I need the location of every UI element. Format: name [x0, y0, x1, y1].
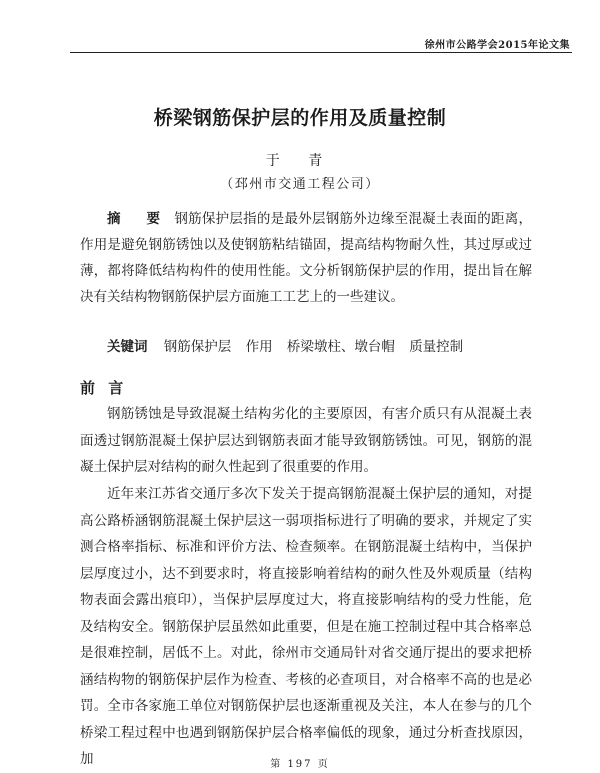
keyword-item: 钢筋保护层 [163, 339, 232, 355]
keyword-item: 作用 [245, 339, 273, 355]
body-paragraph: 近年来江苏省交通厅多次下发关于提高钢筋混凝土保护层的通知，对提高公路桥涵钢筋混凝土保护层这一弱项指标进行了明确的要求，并规定了实测合格率指标、标准和评价方法、检查频率。在钢筋混凝土结构中，当保护层厚度过小，达不到要求时，将直接影响着结构的耐久性及外观质量（结构物表面会露出痕印），当保护层厚度过大，将直接影响结构的受力性能，危及结构安全。钢筋保护层虽然如此重要，但是在施工控制过程中其合格率总是很难控制，居低不上。对此，徐州市交通局针对省交通厅提出的要求把桥涵结构物的钢筋保护层作为检查、考核的必查项目，对合格率不高的也是必罚。全市各家施工单位对钢筋保护层也逐渐重视及关注，本人在参与的几个桥梁工程过程中也遇到钢筋保护层合格率偏低的现象，通过分析查找原因，加 [80, 486, 532, 767]
paper-title: 桥梁钢筋保护层的作用及质量控制 [153, 107, 447, 129]
header-rule [70, 52, 572, 53]
keyword-item: 质量控制 [409, 339, 464, 355]
abstract [80, 206, 532, 310]
author-affiliation: （邳州市交通工程公司） [220, 177, 380, 192]
abstract-text: 钢筋保护层指的是最外层钢筋外边缘至混凝土表面的距离，作用是避免钢筋锈蚀以及使钢筋粘结锚固，提高结构物耐久性，其过厚或过薄，都将降低结构构件的使用性能。文分析钢筋保护层的作用，提出旨在解决有关结构物钢筋保护层方面施工工艺上的一些建议。 [80, 211, 533, 305]
running-header-bar [0, 0, 600, 62]
body-paragraph: 钢筋锈蚀是导致混凝土结构劣化的主要原因，有害介质只有从混凝土表面透过钢筋混凝土保护层达到钢筋表面才能导致钢筋锈蚀。可见，钢筋的混凝土保护层对结构的耐久性起到了很重要的作用。 [80, 406, 532, 475]
keywords-label: 关键词 [107, 339, 148, 355]
section-heading: 前 言 [80, 379, 128, 397]
keyword-item: 桥梁墩柱、墩台帽 [286, 339, 395, 355]
keywords [80, 334, 532, 360]
author-name: 于 青 [265, 153, 335, 169]
running-header: 徐州市公路学会2015年论文集 [424, 40, 570, 51]
page-number: 第 197 页 [270, 759, 330, 770]
abstract-label: 摘 要 [107, 211, 167, 227]
